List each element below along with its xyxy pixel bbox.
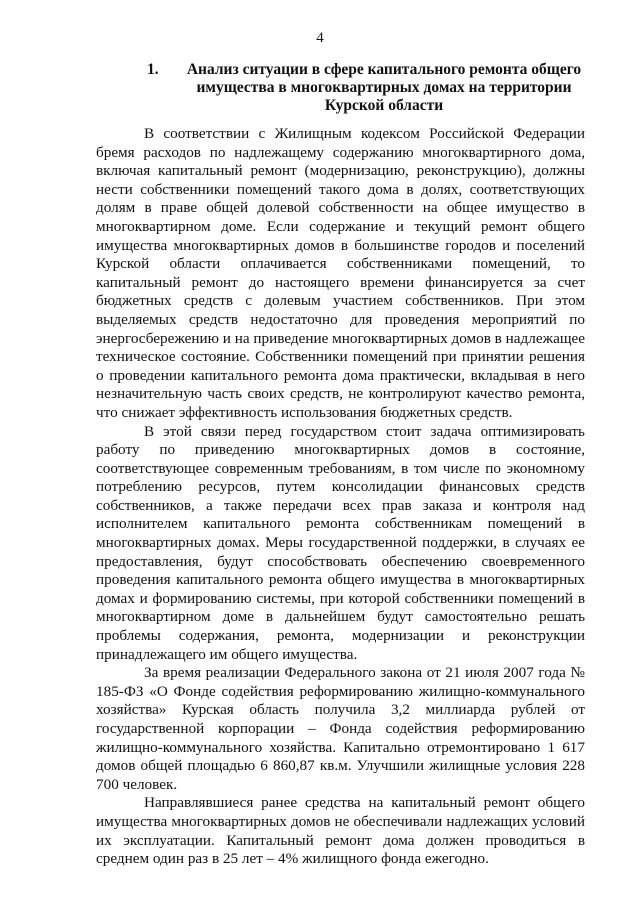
paragraph: В соответствии с Жилищным кодексом Российской Федерации бремя расходов по надлежащему содержанию многоквартирного дома, включая капитальный ремонт (модернизацию, реконструкцию), должны нести собственники помещений такого дома в долях, соответствующих долям в праве общей долевой собственности на общее имущество в многоквартирном доме. Если содержание и текущий ремонт общего имущества многоквартирных домов в большинстве городов и поселений Курской области оплачивается собственниками помещений, то капитальный ремонт до настоящего времени финансируется за счет бюджетных средств с долевым участием собственников. При этом выделяемых средств недостаточно для проведения мероприятий по энергосбережению и на приведение многоквартирных домов в надлежащее техническое состояние. Собственники помещений при принятии решения о проведении капитального ремонта дома практически, вкладывая в него незначительную часть своих средств, не контролируют качество ремонта, что снижает эффективность использования бюджетных средств. <box>96 125 585 421</box>
page-number: 4 <box>316 30 324 46</box>
paragraph: За время реализации Федерального закона от 21 июля 2007 года № 185-ФЗ «О Фонде содействия реформированию жилищно-коммунального хозяйства» Курская область получила 3,2 миллиарда рублей от государственной корпорации – Фонда содействия реформированию жилищно-коммунального хозяйства. Капитально отремонтировано 1 617 домов общей площадью 6 860,87 кв.м. Улучшили жилищные условия 228 700 человек. <box>96 664 585 793</box>
document-body <box>96 125 585 869</box>
section-number: 1. <box>147 61 159 78</box>
section-title: Анализ ситуации в сфере капитального ремонта общего имущества в многоквартирных домах на территории Курской области <box>186 61 582 114</box>
paragraph: В этой связи перед государством стоит задача оптимизировать работу по приведению многоквартирных домов в состояние, соответствующее современным требованиям, в том числе по экономному потреблению ресурсов, путем консолидации финансовых средств собственников, а также передачи всех прав заказа и контроля над исполнителем капитального ремонта собственникам помещений в многоквартирных домах. Меры государственной поддержки, в случаях ее предоставления, будут способствовать обеспечению своевременного проведения капитального ремонта общего имущества в многоквартирных домах и формированию системы, при которой собственники помещений в многоквартирном доме в дальнейшем будут самостоятельно решать проблемы содержания, ремонта, модернизации и реконструкции принадлежащего им общего имущества. <box>96 422 585 663</box>
section-heading <box>147 61 587 115</box>
paragraph: Направлявшиеся ранее средства на капитальный ремонт общего имущества многоквартирных домов не обеспечивали надлежащих условий их эксплуатации. Капитальный ремонт дома должен проводиться в среднем один раз в 25 лет – 4% жилищного фонда ежегодно. <box>96 794 585 868</box>
